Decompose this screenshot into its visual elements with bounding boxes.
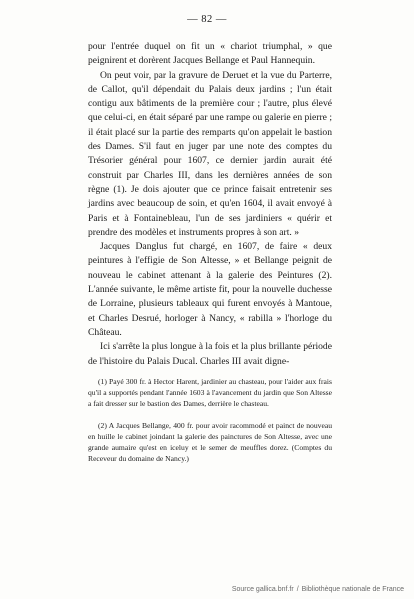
body-text (88, 40, 332, 369)
paragraph-2: On peut voir, par la gravure de Deruet et la vue du Parterre, de Callot, qu'il dépendait du Palais deux jardins ; l'un était contigu aux bâtiments de la première cour ; l'autre, plus élevé que celui-ci, en était séparé par une rampe ou galerie en pierre ; il était placé sur la partie des remparts qu'on appelait le bastion des Dames. S'il faut en juger par une note des comptes du Trésorier général pour 1607, ce dernier jardin aurait été construit par Charles III, dans les dernières années de son règne (1). Je dois ajouter que ce prince faisait entretenir ses jardins avec beaucoup de soin, et qu'en 1604, il avait envoyé à Paris et à Fontainebleau, l'un de ses jardiniers « quérir et prendre des modèles et instruments propres à son art. » (88, 69, 332, 238)
paragraph-1: pour l'entrée duquel on fit un « chariot triumphal, » que peignirent et dorèrent Jacques Bellange et Paul Hannequin. (88, 41, 332, 67)
footnote-1: (1) Payé 300 fr. à Hector Harent, jardinier au chasteau, pour l'aider aux frais qu'il a supportés pendant l'année 1603 à l'avancement du jardin que Son Altesse a fait dresser sur le bastion des Dames, derrière le chasteau. (88, 377, 332, 409)
footnote-2: (2) A Jacques Bellange, 400 fr. pour avoir racommodé et painct de nouveau en huille le cabinet joindant la galerie des painctures de Son Altesse, avec une grande aumaire qu'est en iceluy et le semer de meuffles dorez. (Comptes du Receveur du domaine de Nancy.) (88, 420, 332, 464)
source-separator: / (296, 586, 299, 593)
footnotes (88, 376, 332, 474)
paragraph-4: Ici s'arrête la plus longue à la fois et la plus brillante période de l'histoire du Palais Ducal. Charles III avait digne- (88, 341, 332, 367)
paragraph-3: Jacques Danglus fut chargé, en 1607, de faire « deux peintures à l'effigie de Son Altesse, » et Bellange peignit de nouveau le cabinet attenant à la galerie des Peintures (2). L'année suivante, le même artiste fit, pour la nouvelle duchesse de Lorraine, plusieurs tableaux qui furent envoyés à Mantoue, et Charles Desrué, horloger à Nancy, « rabilla » l'horloge du Château. (88, 241, 332, 338)
library-link[interactable]: Bibliothèque nationale de France (301, 586, 404, 593)
source-link[interactable]: Source gallica.bnf.fr (231, 586, 294, 593)
page-number: — 82 — (187, 14, 227, 25)
source-attribution (232, 586, 404, 593)
